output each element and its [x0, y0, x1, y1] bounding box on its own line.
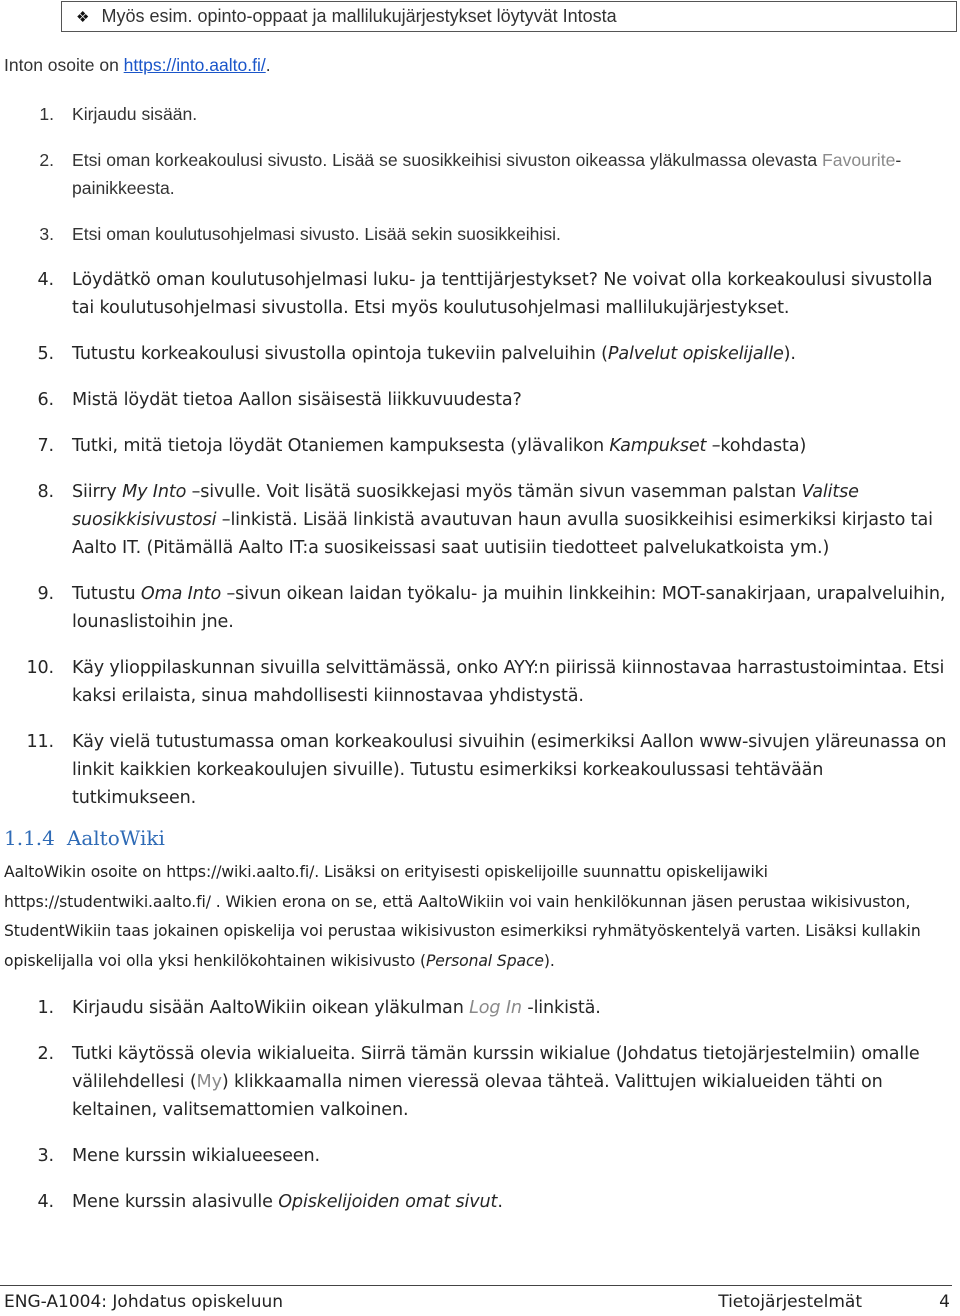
- list-item: 4. Löydätkö oman koulutusohjelmasi luku- ja tenttijärjestykset? Ne voivat olla korkeakoulusi sivustolla tai koulutusohjelmasi sivustolla. Etsi myös koulutusohjelmasi mallilukujärjestykset.: [37, 270, 933, 318]
- into-task-list-b: [0, 266, 950, 812]
- list-item: 11. Käy vielä tutustumassa oman korkeakoulusi sivuihin (esimerkiksi Aallon www-sivujen yläreunassa on linkit kaikkien korkeakoulujen sivuille). Tutustu esimerkiksi korkeakoulussasi tehtävään tutkimukseen.: [26, 732, 947, 808]
- into-link[interactable]: https://into.aalto.fi/: [123, 55, 266, 75]
- list-item: 9. Tutustu Oma Into –sivun oikean laidan työkalu- ja muihin linkkeihin: MOT-sanakirjaan, urapalveluihin, lounaslistoihin jne.: [37, 584, 946, 632]
- list-item: 4. Mene kurssin alasivulle Opiskelijoiden omat sivut.: [37, 1192, 503, 1212]
- aaltowiki-task-list: [0, 994, 950, 1216]
- list-item: 1. Kirjaudu sisään AaltoWikiin oikean yläkulman Log In -linkistä.: [37, 998, 601, 1018]
- list-item: 8. Siirry My Into –sivulle. Voit lisätä suosikkejasi myös tämän sivun vasemman palstan Valitse suosikkisivustosi –linkistä. Lisää linkistä avautuvan haun avulla suosikkeihisi esimerkiksi kirjasto tai Aalto IT. (Pitämällä Aalto IT:a suosikeissasi saat uutisiin tiedotteet palvelukatkoista ym.): [37, 482, 933, 558]
- into-task-list-a: [0, 100, 950, 248]
- list-item: 3. Mene kurssin wikialueeseen.: [37, 1146, 320, 1166]
- my-term: My: [196, 1072, 222, 1092]
- aaltowiki-paragraph: AaltoWikin osoite on https://wiki.aalto.fi/. Lisäksi on erityisesti opiskelijoille suunnattu opiskelijawiki https://studentwiki.aalto.fi/ . Wikien erona on se, että AaltoWikiin voi vain henkilökunnan jäsen perustaa wikisivuston, StudentWikiin taas jokainen opiskelija voi perustaa wikisivuston esimerkiksi ryhmätyöskentelyä varten. Lisäksi kullakin opiskelijalla voi olla yksi henkilökohtainen wikisivusto (Personal Space).: [4, 863, 921, 970]
- footer-chapter: Tietojärjestelmät 4: [718, 1292, 950, 1312]
- page-number: 4: [939, 1292, 950, 1312]
- list-item: 6. Mistä löydät tietoa Aallon sisäisestä liikkuvuudesta?: [37, 390, 522, 410]
- section-heading: [4, 826, 177, 850]
- log-in-term: Log In: [469, 998, 522, 1018]
- list-item: 2. Tutki käytössä olevia wikialueita. Siirrä tämän kurssin wikialue (Johdatus tietojärjestelmiin) omalle välilehdellesi (My) klikkaamalla nimen vieressä olevaa tähteä. Valittujen wikialueiden tähti on keltainen, valitsemattomien valkoinen.: [37, 1044, 920, 1120]
- list-item: 10. Käy ylioppilaskunnan sivuilla selvittämässä, onko AYY:n piirissä kiinnostavaa harrastustoimintaa. Etsi kaksi erilaista, sinua mahdollisesti kiinnostavaa yhdistystä.: [26, 658, 945, 706]
- list-item: 2. Etsi oman korkeakoulusi sivusto. Lisää se suosikkeihisi sivuston oikeassa yläkulmassa olevasta Favourite-painikkeesta.: [39, 150, 902, 198]
- list-item: 5. Tutustu korkeakoulusi sivustolla opintoja tukeviin palveluihin (Palvelut opiskelijalle).: [37, 344, 796, 364]
- favourite-term: Favourite: [822, 150, 896, 170]
- list-item: 1. Kirjaudu sisään.: [39, 104, 198, 124]
- info-callout: [61, 1, 957, 32]
- section-number: 1.1.4: [4, 826, 55, 850]
- list-item: 3. Etsi oman koulutusohjelmasi sivusto. Lisää sekin suosikkeihisi.: [39, 224, 561, 244]
- section-title: AaltoWiki: [66, 826, 165, 850]
- callout-text: Myös esim. opinto-oppaat ja mallilukujärjestykset löytyvät Intosta: [101, 6, 617, 26]
- footer-course: ENG-A1004: Johdatus opiskeluun: [4, 1292, 284, 1312]
- list-item: 7. Tutki, mitä tietoja löydät Otaniemen kampuksesta (ylävalikon Kampukset –kohdasta): [37, 436, 807, 456]
- footer-divider: [0, 1285, 952, 1286]
- into-address-line: Inton osoite on https://into.aalto.fi/.: [4, 55, 271, 75]
- diamond-cluster-icon: ❖: [76, 8, 90, 26]
